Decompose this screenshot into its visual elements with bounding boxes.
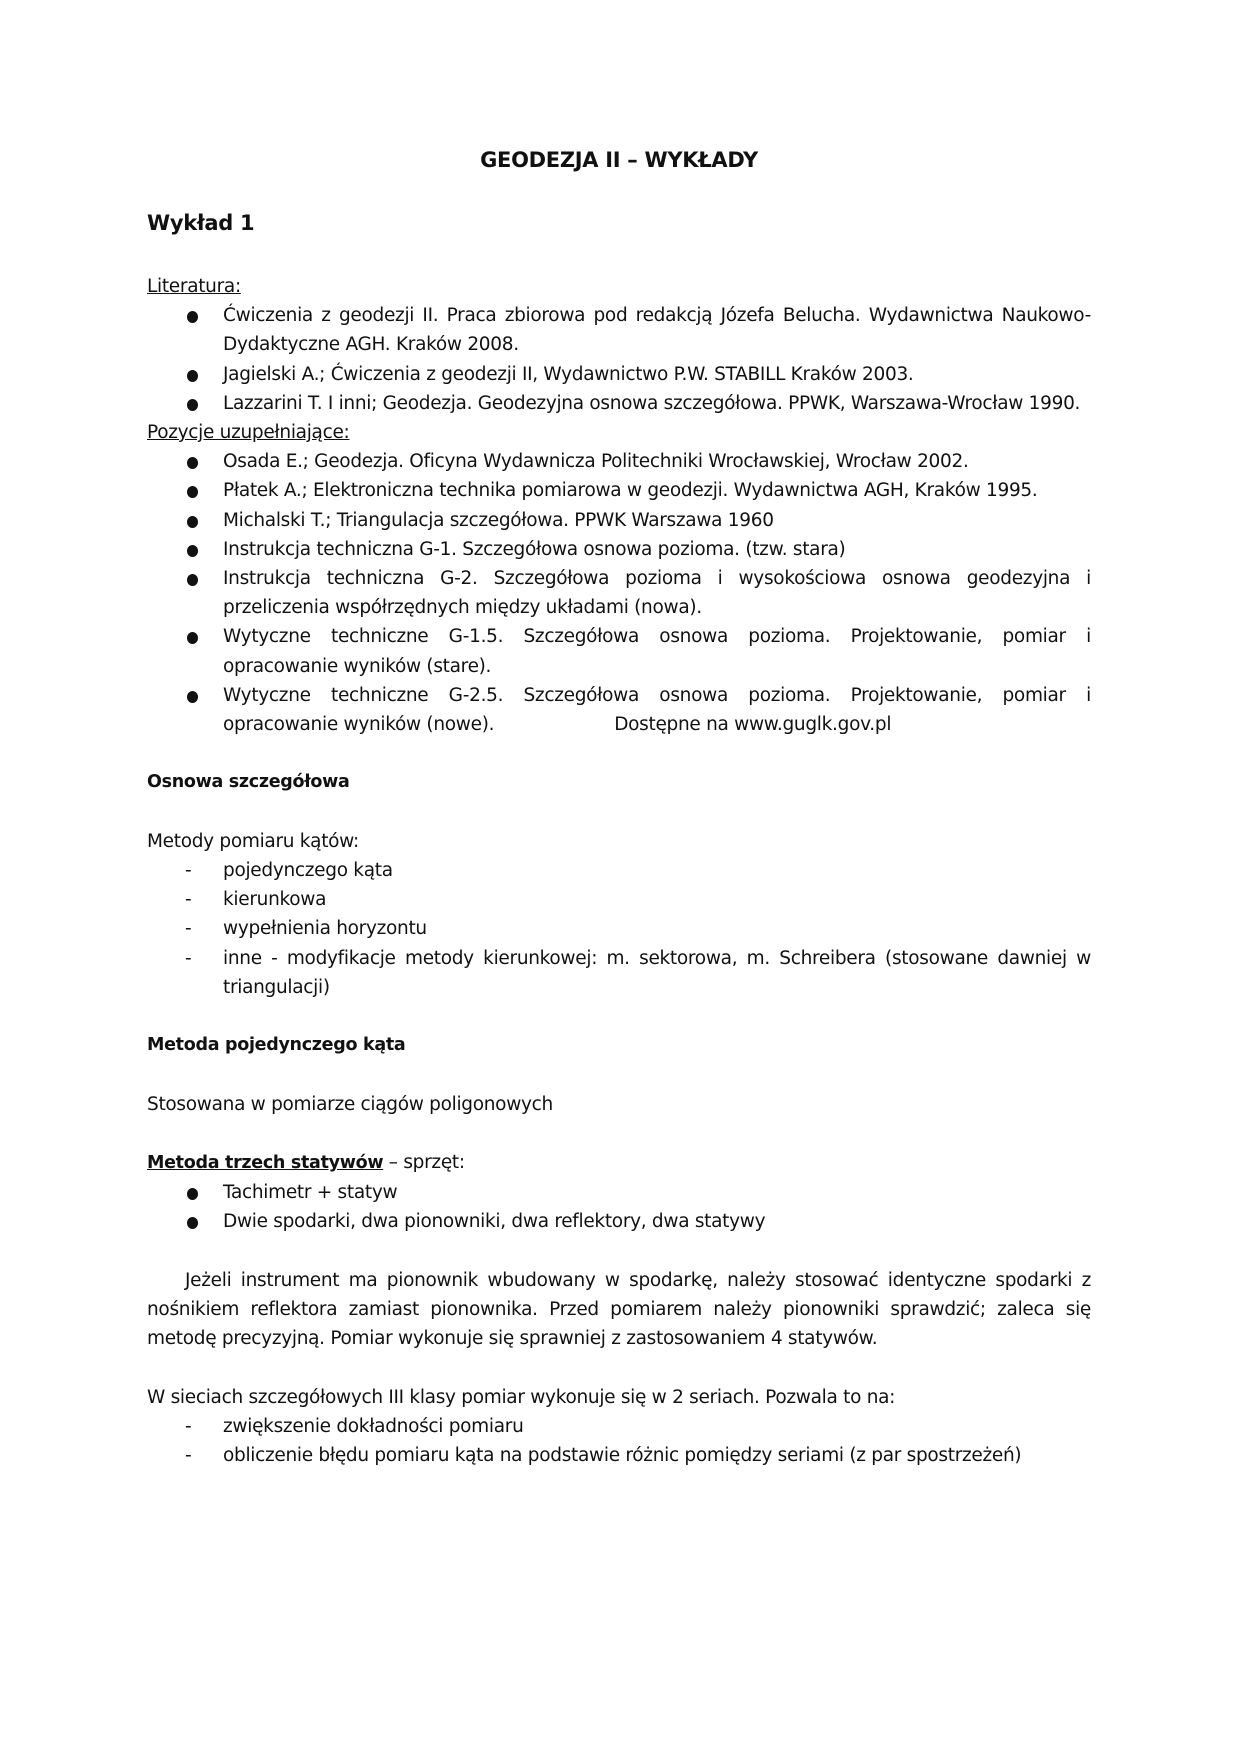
series-list bbox=[147, 1412, 1091, 1470]
literature-heading: Literatura: bbox=[147, 276, 241, 297]
list-item: Osada E.; Geodezja. Oficyna Wydawnicza Politechniki Wrocławskiej, Wrocław 2002. bbox=[147, 447, 1091, 476]
list-item: Ćwiczenia z geodezji II. Praca zbiorowa pod redakcją Józefa Belucha. Wydawnictwa Naukowo-Dydaktyczne AGH. Kraków 2008. bbox=[147, 301, 1091, 359]
list-item: Instrukcja techniczna G-1. Szczegółowa osnowa pozioma. (tzw. stara) bbox=[147, 535, 1091, 564]
list-item-text: Wytyczne techniczne G-2.5. Szczegółowa osnowa pozioma. Projektowanie, pomiar i opracowanie wyników (nowe). bbox=[223, 684, 1091, 736]
list-item: Wytyczne techniczne G-1.5. Szczegółowa osnowa pozioma. Projektowanie, pomiar i opracowanie wyników (stare). bbox=[147, 622, 1091, 680]
list-item: Dwie spodarki, dwa pionowniki, dwa reflektory, dwa statywy bbox=[147, 1207, 1091, 1236]
list-item: Lazzarini T. I inni; Geodezja. Geodezyjna osnowa szczegółowa. PPWK, Warszawa-Wrocław 1990. bbox=[147, 389, 1091, 418]
supplementary-heading: Pozycje uzupełniające: bbox=[147, 422, 350, 444]
list-item: Płatek A.; Elektroniczna technika pomiarowa w geodezji. Wydawnictwa AGH, Kraków 1995. bbox=[147, 476, 1091, 505]
list-item: Jagielski A.; Ćwiczenia z geodezji II, Wydawnictwo P.W. STABILL Kraków 2003. bbox=[147, 360, 1091, 389]
availability-note: Dostępne na www.guglk.gov.pl bbox=[614, 714, 892, 736]
list-item: - wypełnienia horyzontu bbox=[147, 914, 1091, 943]
document-body bbox=[147, 272, 1091, 1470]
osnowa-heading: Osnowa szczegółowa bbox=[147, 772, 350, 793]
list-item: Tachimetr + statyw bbox=[147, 1178, 1091, 1207]
single-angle-text: Stosowana w pomiarze ciągów poligonowych bbox=[147, 1093, 553, 1115]
list-item bbox=[147, 681, 1091, 739]
methods-intro: Metody pomiaru kątów: bbox=[147, 830, 359, 852]
list-item: Michalski T.; Triangulacja szczegółowa. PPWK Warszawa 1960 bbox=[147, 506, 1091, 535]
methods-list bbox=[147, 856, 1091, 1002]
list-item: - inne - modyfikacje metody kierunkowej: m. sektorowa, m. Schreibera (stosowane dawniej w triangulacji) bbox=[147, 944, 1091, 1002]
literature-list bbox=[147, 301, 1091, 418]
document-title: GEODEZJA II – WYKŁADY bbox=[480, 148, 758, 172]
list-item: Instrukcja techniczna G-2. Szczegółowa pozioma i wysokościowa osnowa geodezyjna i przeliczenia współrzędnych między układami (nowa). bbox=[147, 564, 1091, 622]
three-tripods-paragraph: Jeżeli instrument ma pionownik wbudowany w spodarkę, należy stosować identyczne spodarki z nośnikiem reflektora zamiast pionownika. Przed pomiarem należy pionowniki sprawdzić; zaleca się metodę precyzyjną. Pomiar wykonuje się sprawniej z zastosowaniem 4 statywów. bbox=[147, 1269, 1091, 1350]
series-intro: W sieciach szczegółowych III klasy pomiar wykonuje się w 2 seriach. Pozwala to na: bbox=[147, 1386, 896, 1408]
equipment-list bbox=[147, 1178, 1091, 1236]
single-angle-heading: Metoda pojedynczego kąta bbox=[147, 1035, 406, 1056]
list-item: - pojedynczego kąta bbox=[147, 856, 1091, 885]
lecture-heading: Wykład 1 bbox=[147, 211, 255, 235]
supplementary-list bbox=[147, 447, 1091, 739]
three-tripods-suffix: – sprzęt: bbox=[383, 1152, 465, 1174]
list-item: - obliczenie błędu pomiaru kąta na podstawie różnic pomiędzy seriami (z par spostrzeżeń) bbox=[147, 1441, 1091, 1470]
list-item: - zwiększenie dokładności pomiaru bbox=[147, 1412, 1091, 1441]
three-tripods-heading-line bbox=[147, 1148, 1091, 1178]
list-item: - kierunkowa bbox=[147, 885, 1091, 914]
three-tripods-heading: Metoda trzech statywów bbox=[147, 1153, 384, 1174]
